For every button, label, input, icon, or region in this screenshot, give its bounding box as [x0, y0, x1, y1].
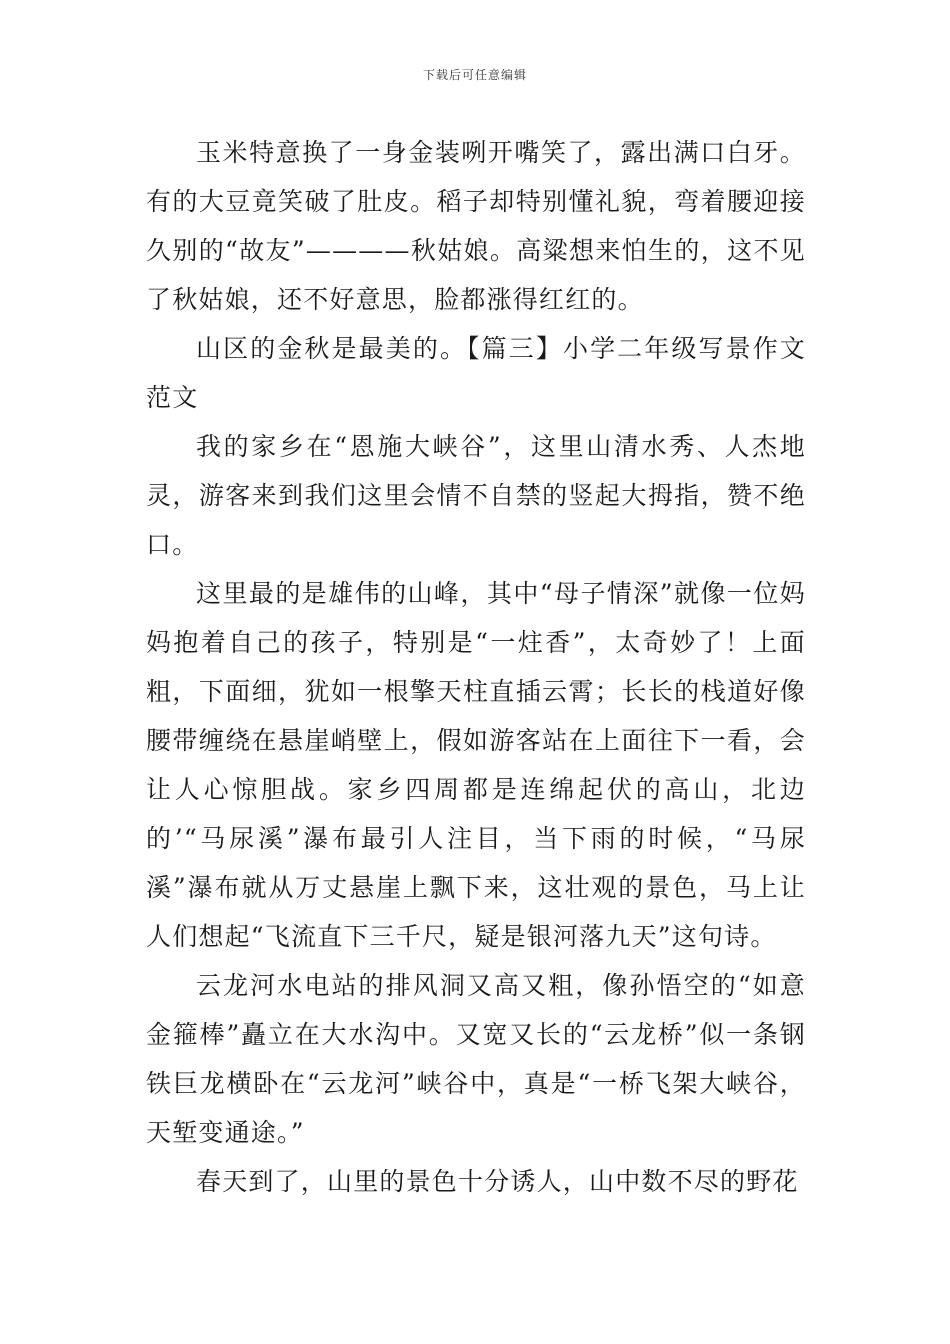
paragraph: 云龙河水电站的排风洞又高又粗，像孙悟空的“如意金箍棒”矗立在大水沟中。又宽又长的“云龙桥”似一条钢铁巨龙横卧在“云龙河”峡谷中，真是“一桥飞架大峡谷，天堑变通途。” — [146, 971, 806, 1147]
paragraph: 我的家乡在“恩施大峡谷”，这里山清水秀、人杰地灵，游客来到我们这里会情不自禁的竖起大拇指，赞不绝口。 — [146, 432, 806, 559]
paragraph: 山区的金秋是最美的。【篇三】小学二年级写景作文范文 — [146, 334, 806, 412]
document-body — [146, 128, 806, 1206]
paragraph: 春天到了，山里的景色十分诱人，山中数不尽的野花 — [196, 1167, 799, 1196]
page-header: 下载后可任意编辑 — [422, 68, 527, 82]
paragraph: 玉米特意换了一身金装咧开嘴笑了，露出满口白牙。有的大豆竟笑破了肚皮。稻子却特别懂礼貌，弯着腰迎接久别的“故友”————秋姑娘。高粱想来怕生的，这不见了秋姑娘，还不好意思，脸都涨得红红的。 — [146, 138, 806, 314]
paragraph: 这里最的是雄伟的山峰，其中“母子情深”就像一位妈妈抱着自己的孩子，特别是“一炷香”，太奇妙了！上面粗，下面细，犹如一根擎天柱直插云霄；长长的栈道好像腰带缠绕在悬崖峭壁上，假如游客站在上面往下一看，会让人心惊胆战。家乡四周都是连绵起伏的高山，北边的’“马尿溪”瀑布最引人注目，当下雨的时候，“马尿溪”瀑布就从万丈悬崖上飘下来，这壮观的景色，马上让人们想起“飞流直下三千尺，疑是银河落九天”这句诗。 — [146, 579, 806, 951]
